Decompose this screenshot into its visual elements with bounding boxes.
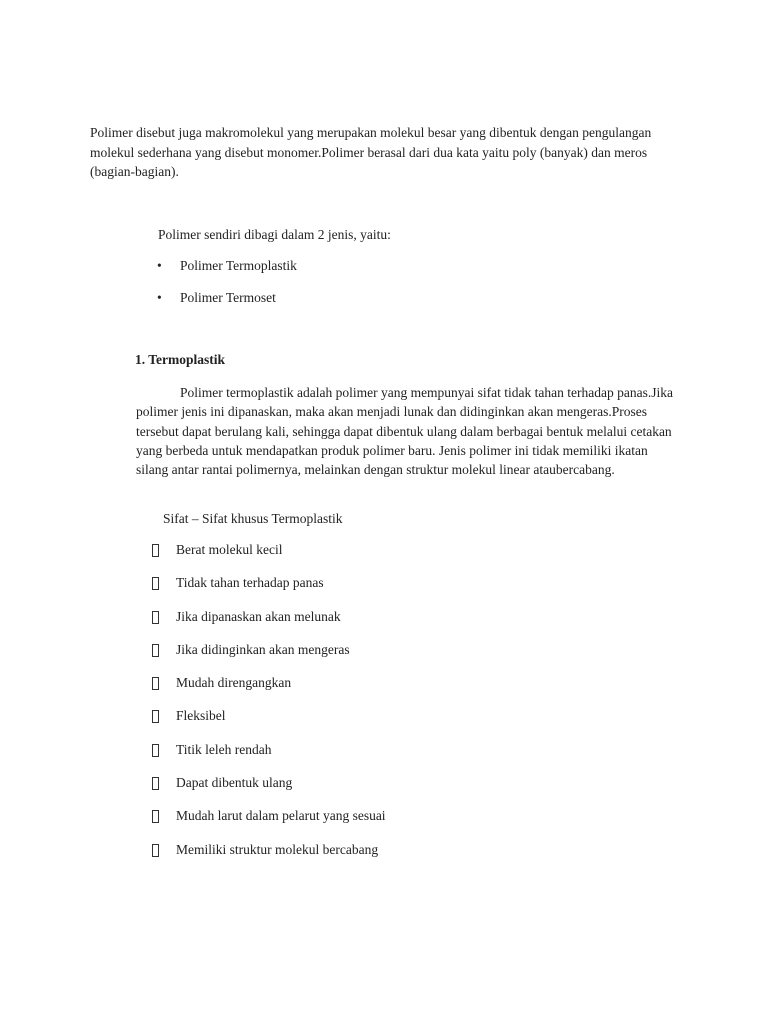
list-item — [151, 707, 386, 740]
missing-glyph-icon — [152, 677, 159, 690]
missing-glyph-icon — [152, 644, 159, 657]
section-heading: 1. Termoplastik — [135, 352, 226, 367]
list-item — [157, 289, 297, 321]
missing-glyph-icon — [152, 611, 159, 624]
intro-paragraph: Polimer disebut juga makromolekul yang merupakan molekul besar yang dibentuk dengan pengulangan molekul sederhana yang disebut monomer.Polimer berasal dari dua kata yaitu poly (banyak) dan meros (bagian-bagian). — [90, 125, 652, 179]
sifat-item-label: Jika didinginkan akan mengeras — [176, 641, 350, 657]
missing-glyph-icon — [152, 744, 159, 757]
jenis-item-label: Polimer Termoplastik — [180, 258, 297, 273]
sifat-item-label: Jika dipanaskan akan melunak — [176, 608, 341, 624]
missing-glyph-icon — [152, 710, 159, 723]
missing-glyph-icon — [152, 810, 159, 823]
sifat-item-label: Tidak tahan terhadap panas — [176, 575, 324, 591]
jenis-item-label: Polimer Termoset — [180, 290, 276, 305]
sifat-item-label: Fleksibel — [176, 708, 226, 724]
jenis-lead: Polimer sendiri dibagi dalam 2 jenis, yaitu: — [158, 227, 391, 242]
sifat-list — [151, 541, 386, 874]
sifat-item-label: Mudah direngangkan — [176, 675, 292, 691]
list-item — [151, 741, 386, 774]
list-item — [151, 641, 386, 674]
list-item — [151, 807, 386, 840]
list-item — [151, 674, 386, 707]
missing-glyph-icon — [152, 844, 159, 857]
sifat-item-label: Memiliki struktur molekul bercabang — [176, 841, 379, 857]
bullet-icon: • — [157, 258, 162, 273]
bullet-icon: • — [157, 290, 162, 305]
list-item — [151, 841, 386, 874]
sifat-item-label: Berat molekul kecil — [176, 542, 283, 557]
missing-glyph-icon — [152, 544, 159, 557]
missing-glyph-icon — [152, 777, 159, 790]
termoplastik-paragraph: Polimer termoplastik adalah polimer yang mempunyai sifat tidak tahan terhadap panas.Jika polimer jenis ini dipanaskan, maka akan menjadi lunak dan didinginkan akan mengeras.Proses tersebut dapat berulang kali, sehingga dapat dibentuk ulang dalam berbagai bentuk melalui cetakan yang berbeda untuk mendapatkan produk polimer baru. Jenis polimer ini tidak memiliki ikatan silang antar rantai polimernya, melainkan dengan struktur molekul linear ataubercabang. — [136, 385, 673, 478]
missing-glyph-icon — [152, 577, 159, 590]
sifat-item-label: Titik leleh rendah — [176, 741, 272, 757]
sifat-item-label: Mudah larut dalam pelarut yang sesuai — [176, 808, 386, 824]
list-item — [151, 574, 386, 607]
list-item — [151, 774, 386, 807]
sifat-lead: Sifat – Sifat khusus Termoplastik — [163, 511, 343, 526]
sifat-item-label: Dapat dibentuk ulang — [176, 775, 293, 791]
list-item — [157, 257, 297, 289]
list-item — [151, 608, 386, 641]
jenis-list — [157, 257, 297, 321]
list-item — [151, 541, 386, 574]
